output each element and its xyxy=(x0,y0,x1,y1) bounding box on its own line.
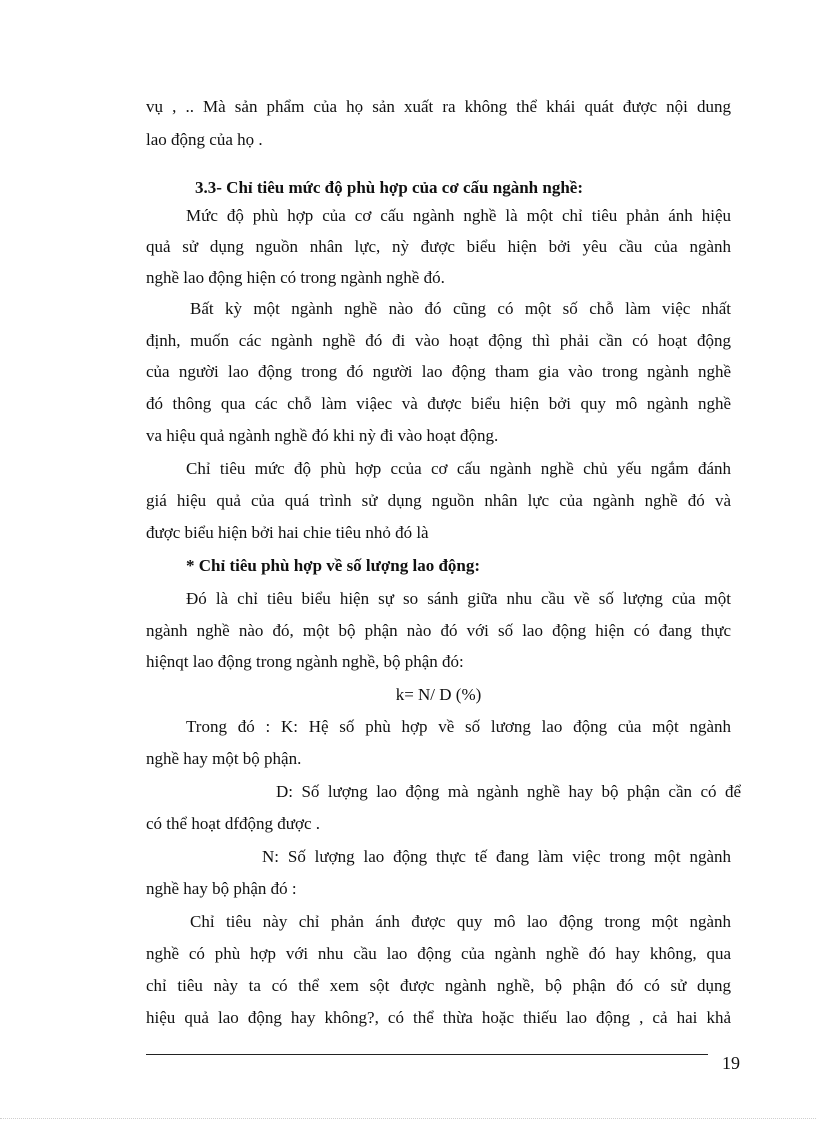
text-line: lao động của họ . xyxy=(146,130,263,149)
text-line: nghề có phù hợp với nhu cầu lao động của ngành nghề đó hay không, qua xyxy=(146,944,731,963)
page-number: 19 xyxy=(722,1053,740,1073)
text-line: nghề hay bộ phận đó : xyxy=(146,879,297,898)
page-bottom-border xyxy=(0,1118,816,1119)
text-line: va hiệu quả ngành nghề đó khi nỳ đi vào hoạt động. xyxy=(146,426,499,445)
text-line: Bất kỳ một ngành nghề nào đó cũng có một số chỗ làm việc nhất xyxy=(190,299,731,318)
text-line: Mức độ phù hợp của cơ cấu ngành nghề là một chỉ tiêu phản ánh hiệu xyxy=(186,206,731,225)
text-line: vụ , .. Mà sản phẩm của họ sản xuất ra không thể khái quát được nội dung xyxy=(146,97,731,116)
text-line: Chỉ tiêu mức độ phù hợp ccủa cơ cấu ngành nghề chủ yếu ngắm đánh xyxy=(186,459,731,478)
text-line: đó thông qua các chỗ làm viậec và được biểu hiện bởi quy mô ngành nghề xyxy=(146,394,731,413)
text-line: được biểu hiện bởi hai chie tiêu nhỏ đó là xyxy=(146,523,429,542)
text-line: hiệnqt lao động trong ngành nghề, bộ phận đó: xyxy=(146,652,464,671)
section-heading: 3.3- Chỉ tiêu mức độ phù hợp của cơ cấu ngành nghề: xyxy=(195,178,583,197)
text-line: Chỉ tiêu này chỉ phản ánh được quy mô lao động trong một ngành xyxy=(190,912,731,931)
text-line: của người lao động trong đó người lao động tham gia vào trong ngành nghề xyxy=(146,362,731,381)
text-line: quả sử dụng nguồn nhân lực, nỳ được biểu hiện bởi yêu cầu của ngành xyxy=(146,237,731,256)
text-line: Đó là chỉ tiêu biểu hiện sự so sánh giữa nhu cầu về số lượng của một xyxy=(186,589,731,608)
footer-rule xyxy=(146,1054,708,1055)
text-line: định, muốn các ngành nghề đó đi vào hoạt động thì phải cần có hoạt động xyxy=(146,331,731,350)
text-line: N: Số lượng lao động thực tế đang làm việc trong một ngành xyxy=(262,847,731,866)
text-line: nghề lao động hiện có trong ngành nghề đó. xyxy=(146,268,445,287)
text-line: chỉ tiêu này ta có thể xem sột được ngành nghề, bộ phận đó có sử dụng xyxy=(146,976,731,995)
text-line: giá hiệu quả của quá trình sử dụng nguồn nhân lực của ngành nghề đó và xyxy=(146,491,731,510)
text-line: có thể hoạt dfđộng được . xyxy=(146,814,320,833)
formula: k= N/ D (%) xyxy=(395,685,482,704)
text-line: D: Số lượng lao động mà ngành nghề hay bộ phận cần có để xyxy=(276,782,741,801)
text-line: Trong đó : K: Hệ số phù hợp về số lương lao động của một ngành xyxy=(186,717,731,736)
subsection-heading: * Chỉ tiêu phù hợp về số lượng lao động: xyxy=(186,556,481,575)
text-line: hiệu quả lao động hay không?, có thể thừa hoặc thiếu lao động , cả hai khả xyxy=(146,1008,731,1027)
text-line: ngành nghề nào đó, một bộ phận nào đó với số lao động hiện có đang thực xyxy=(146,621,731,640)
text-line: nghề hay một bộ phận. xyxy=(146,749,302,768)
